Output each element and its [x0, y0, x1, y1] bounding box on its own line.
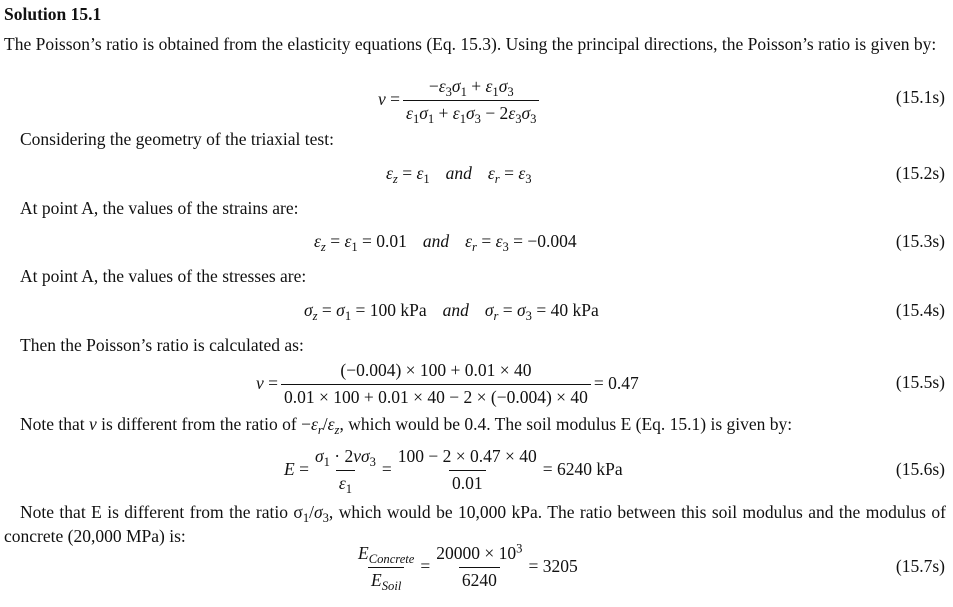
eq6-fraction-numeric	[395, 446, 540, 495]
eq2-number: (15.2s)	[895, 163, 945, 183]
eq4-right: $\sigma_r = \sigma_3 = 40$ kPa	[484, 300, 599, 323]
eq5-result: = 0.47	[593, 373, 639, 394]
eq3-and: and	[422, 231, 450, 251]
eq6-number: (15.6s)	[895, 459, 945, 479]
eq7-fraction-symbolic	[355, 543, 417, 592]
equation-15-7s	[352, 543, 578, 592]
eq6-denominator-symbolic: $\varepsilon_1$	[336, 470, 355, 495]
eq5-numerator: (−0.004) × 100 + 0.01 × 40	[340, 360, 532, 380]
eq7-numerator-symbolic: $E_{Concrete}$	[358, 543, 415, 566]
eq4-and: and	[442, 300, 469, 320]
eq4-left: $\sigma_z = \sigma_1 = 100$ kPa	[304, 300, 427, 323]
note-poisson-paragraph	[20, 414, 792, 436]
eq6-numerator-numeric: 100 − 2 × 0.47 × 40	[397, 446, 537, 466]
eq3-right: $\varepsilon_r = \varepsilon_3 = -0.004$	[465, 231, 577, 254]
eq1-lhs: v =	[378, 89, 401, 110]
equation-15-6s	[284, 446, 623, 495]
p7-text-b: , which would be 10,000 kPa. The ratio between this soil modulus and the modulus of concrete (20,000 MPa) is:	[4, 502, 946, 546]
equation-15-5s	[256, 360, 639, 409]
eq7-numerator-numeric: $20000 \times 10^3$	[436, 541, 523, 563]
equation-15-3s	[314, 231, 577, 253]
eq2-left: $\varepsilon_z = \varepsilon_1$	[386, 163, 430, 186]
eq6-denominator-numeric: 0.01	[449, 470, 486, 495]
eq1-numerator: $-\varepsilon_3\sigma_1 + \varepsilon_1\sigma_3$	[428, 76, 514, 99]
eq1-fraction	[403, 76, 539, 125]
stresses-paragraph: At point A, the values of the stresses are:	[20, 266, 307, 286]
eq7-number: (15.7s)	[895, 556, 945, 576]
p6-text-c: , which would be 0.4. The soil modulus E (Eq. 15.1) is given by:	[339, 414, 793, 434]
equation-15-1s	[378, 76, 542, 125]
eq7-denominator-numeric: 6240	[459, 567, 500, 592]
equation-15-4s	[304, 300, 599, 322]
eq7-result: = 3205	[528, 556, 578, 577]
eq6-numerator-symbolic: $\sigma_1 \cdot 2v\sigma_3$	[314, 446, 376, 469]
equation-15-2s	[386, 163, 532, 185]
p6-symbol-v: v	[89, 414, 97, 434]
p7-text-a: Note that E is different from the ratio σ	[20, 502, 303, 522]
eq5-lhs: v =	[256, 373, 279, 394]
eq5-fraction	[281, 360, 591, 409]
eq6-result: = 6240 kPa	[542, 459, 623, 480]
eq1-denominator: $\varepsilon_1\sigma_1 + \varepsilon_1\sigma_3 - 2\varepsilon_3\sigma_3$	[403, 100, 539, 125]
eq7-equals: =	[420, 556, 431, 577]
note-modulus-paragraph: Note that E is different from the ratio $\sigma_1/\sigma_3$, which would be 10,000 kPa. The ratio between this soil modulus and the modulus of concrete (20,000 MPa) is:	[4, 502, 946, 546]
eq6-equals: =	[381, 459, 392, 480]
eq2-right: $\varepsilon_r = \varepsilon_3$	[487, 163, 532, 186]
eq7-fraction-numeric	[433, 543, 525, 592]
intro-paragraph: The Poisson’s ratio is obtained from the elasticity equations (Eq. 15.3). Using the principal directions, the Poisson’s ratio is given by:	[4, 34, 937, 54]
eq6-lhs: E =	[284, 459, 309, 480]
calculation-paragraph: Then the Poisson’s ratio is calculated as:	[20, 335, 304, 355]
strains-paragraph: At point A, the values of the strains are:	[20, 198, 299, 218]
eq5-number: (15.5s)	[895, 372, 945, 392]
eq3-number: (15.3s)	[895, 231, 945, 251]
eq6-fraction-symbolic	[312, 446, 379, 495]
eq5-denominator: 0.01 × 100 + 0.01 × 40 − 2 × (−0.004) × 40	[281, 384, 591, 409]
solution-heading: Solution 15.1	[4, 4, 102, 24]
eq7-denominator-symbolic: $E_{Soil}$	[368, 567, 404, 592]
p6-text-b: is different from the ratio of	[96, 414, 302, 434]
eq3-left: $\varepsilon_z = \varepsilon_1 = 0.01$	[314, 231, 407, 254]
p6-text-a: Note that	[20, 414, 90, 434]
eq2-and: and	[445, 163, 472, 183]
eq4-number: (15.4s)	[895, 300, 945, 320]
geometry-paragraph: Considering the geometry of the triaxial test:	[20, 129, 334, 149]
eq1-number: (15.1s)	[895, 87, 945, 107]
p6-ratio: $-\varepsilon_r/\varepsilon_z$	[301, 414, 340, 437]
